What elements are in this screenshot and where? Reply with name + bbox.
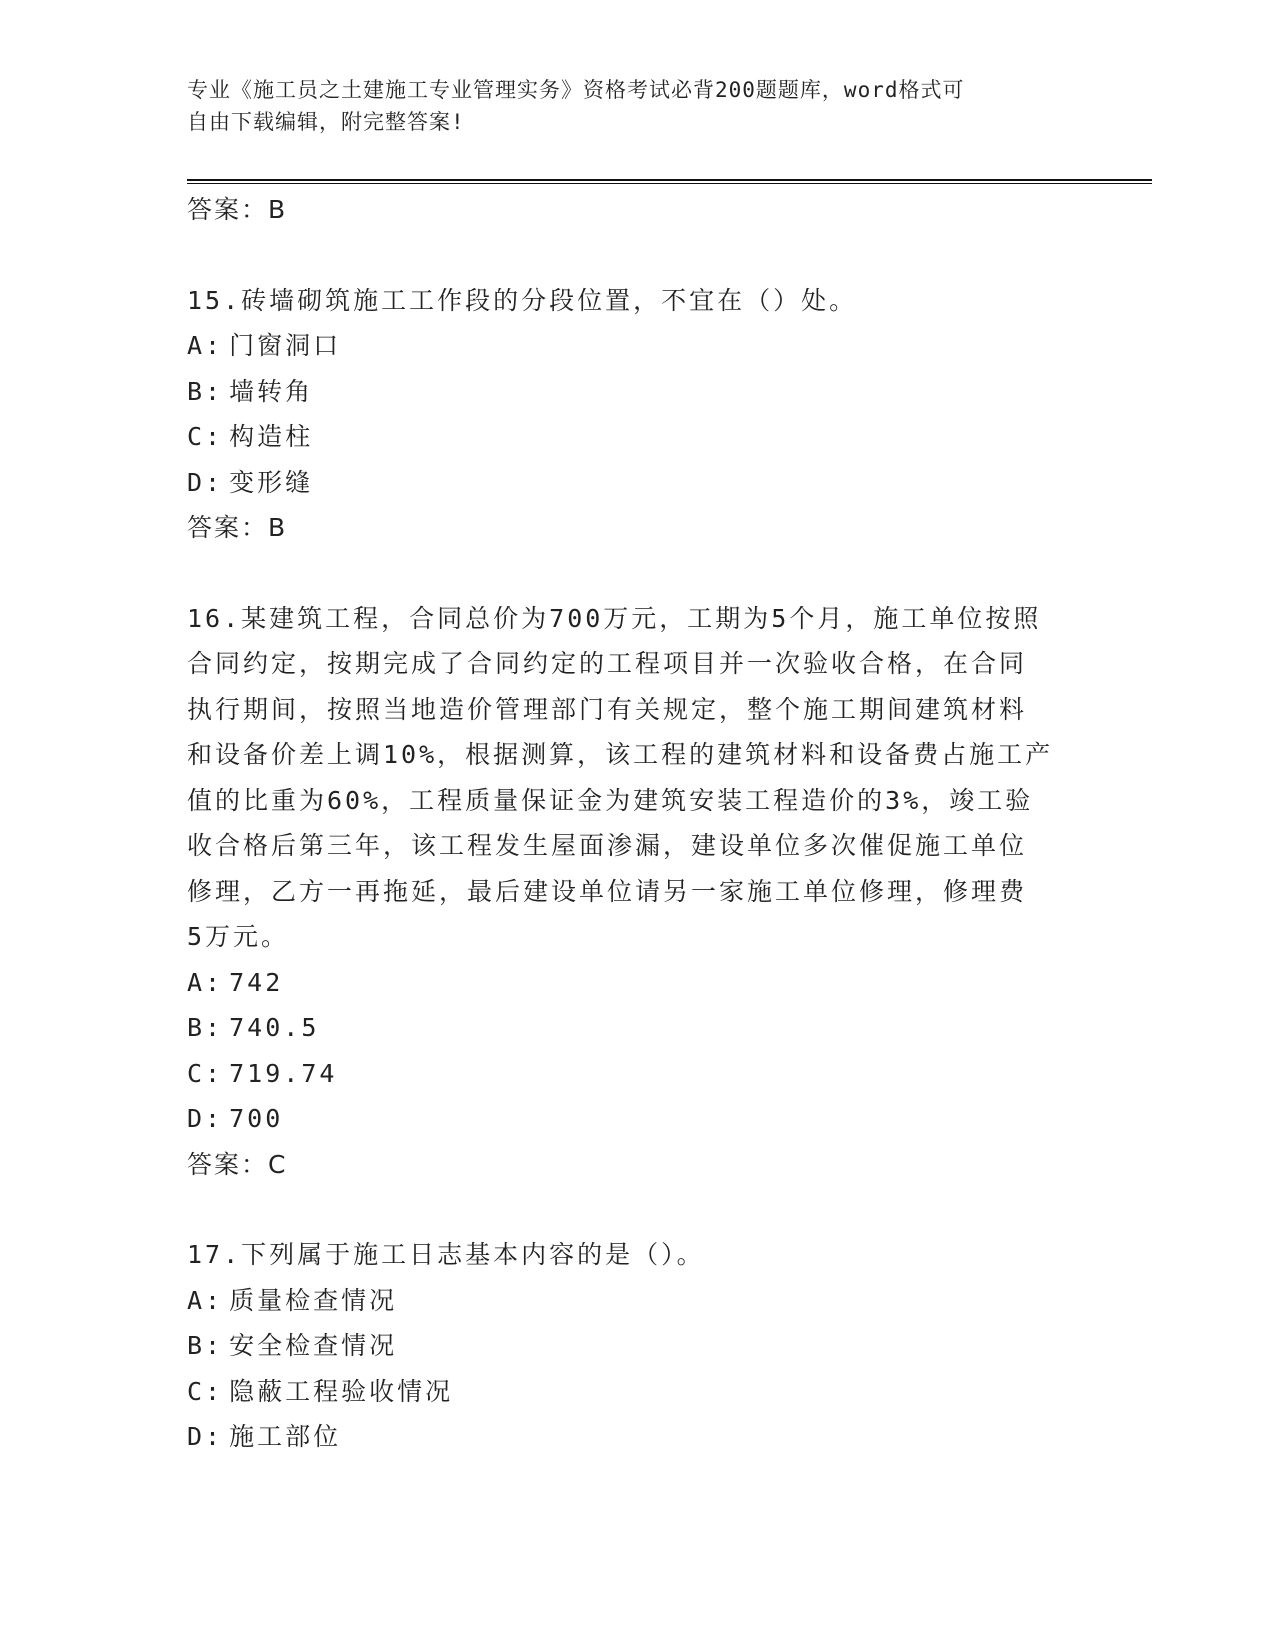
question-stem-line: 修理，乙方一再拖延，最后建设单位请另一家施工单位修理，修理费 [187,876,1028,906]
option-a [187,323,1087,369]
option-d [187,460,1087,506]
option-text: 740.5 [229,1013,320,1042]
option-d [187,1414,1087,1460]
option-text: 施工部位 [229,1422,342,1451]
option-letter: D: [187,467,224,497]
question-stem-line: 和设备价差上调10%，根据测算，该工程的建筑材料和设备费占施工产 [187,740,1054,769]
option-b [187,1323,1087,1369]
option-letter: C: [187,422,224,451]
option-d [187,1096,1087,1142]
header-divider-thick [187,179,1152,181]
question-stem-line: 值的比重为60%，工程质量保证金为建筑安装工程造价的3%，竣工验 [187,785,1034,815]
answer: 答案：B [187,513,288,542]
option-text: 墙转角 [229,376,314,406]
document-header [187,74,1067,138]
header-divider-thin [187,183,1152,184]
question-17 [187,1232,1087,1460]
option-c [187,1369,1087,1415]
option-text: 质量检查情况 [229,1285,398,1315]
question-stem-line: 收合格后第三年，该工程发生屋面渗漏，建设单位多次催促施工单位 [187,831,1028,860]
option-letter: B: [187,1331,224,1360]
question-15 [187,278,1087,551]
question-stem-line: 5万元。 [187,922,290,951]
option-a [187,960,1087,1006]
header-line-1: 专业《施工员之土建施工专业管理实务》资格考试必背200题题库，word格式可 [187,78,965,102]
option-text: 742 [229,967,284,997]
spacer [187,551,1087,596]
option-b [187,1005,1087,1051]
option-b [187,369,1087,415]
option-text: 门窗洞口 [229,331,342,360]
answer: 答案：C [187,1149,288,1179]
previous-answer: 答案：B [187,195,288,224]
option-text: 719.74 [229,1058,338,1088]
question-16 [187,596,1087,1188]
option-letter: A: [187,331,224,360]
option-letter: D: [187,1104,224,1133]
option-letter: A: [187,967,224,997]
option-a [187,1278,1087,1324]
question-stem: 15.砖墙砌筑施工工作段的分段位置，不宜在（）处。 [187,285,858,315]
option-text: 700 [229,1104,284,1133]
option-letter: D: [187,1422,224,1451]
option-text: 变形缝 [229,467,314,497]
spacer [187,1187,1087,1232]
option-c [187,414,1087,460]
question-stem-line: 执行期间，按照当地造价管理部门有关规定，整个施工期间建筑材料 [187,694,1028,724]
option-letter: B: [187,376,224,406]
option-text: 安全检查情况 [229,1331,398,1360]
question-content [187,187,1087,1460]
option-letter: C: [187,1376,224,1406]
option-text: 构造柱 [229,422,314,451]
question-stem-line: 16.某建筑工程，合同总价为700万元，工期为5个月，施工单位按照 [187,603,1042,633]
option-letter: B: [187,1013,224,1042]
header-line-2: 自由下载编辑，附完整答案! [187,110,465,134]
question-stem-line: 合同约定，按期完成了合同约定的工程项目并一次验收合格，在合同 [187,649,1028,678]
option-letter: A: [187,1285,224,1315]
option-text: 隐蔽工程验收情况 [229,1376,454,1406]
question-stem: 17.下列属于施工日志基本内容的是（）。 [187,1240,705,1269]
option-letter: C: [187,1058,224,1088]
spacer [187,233,1087,278]
option-c [187,1051,1087,1097]
